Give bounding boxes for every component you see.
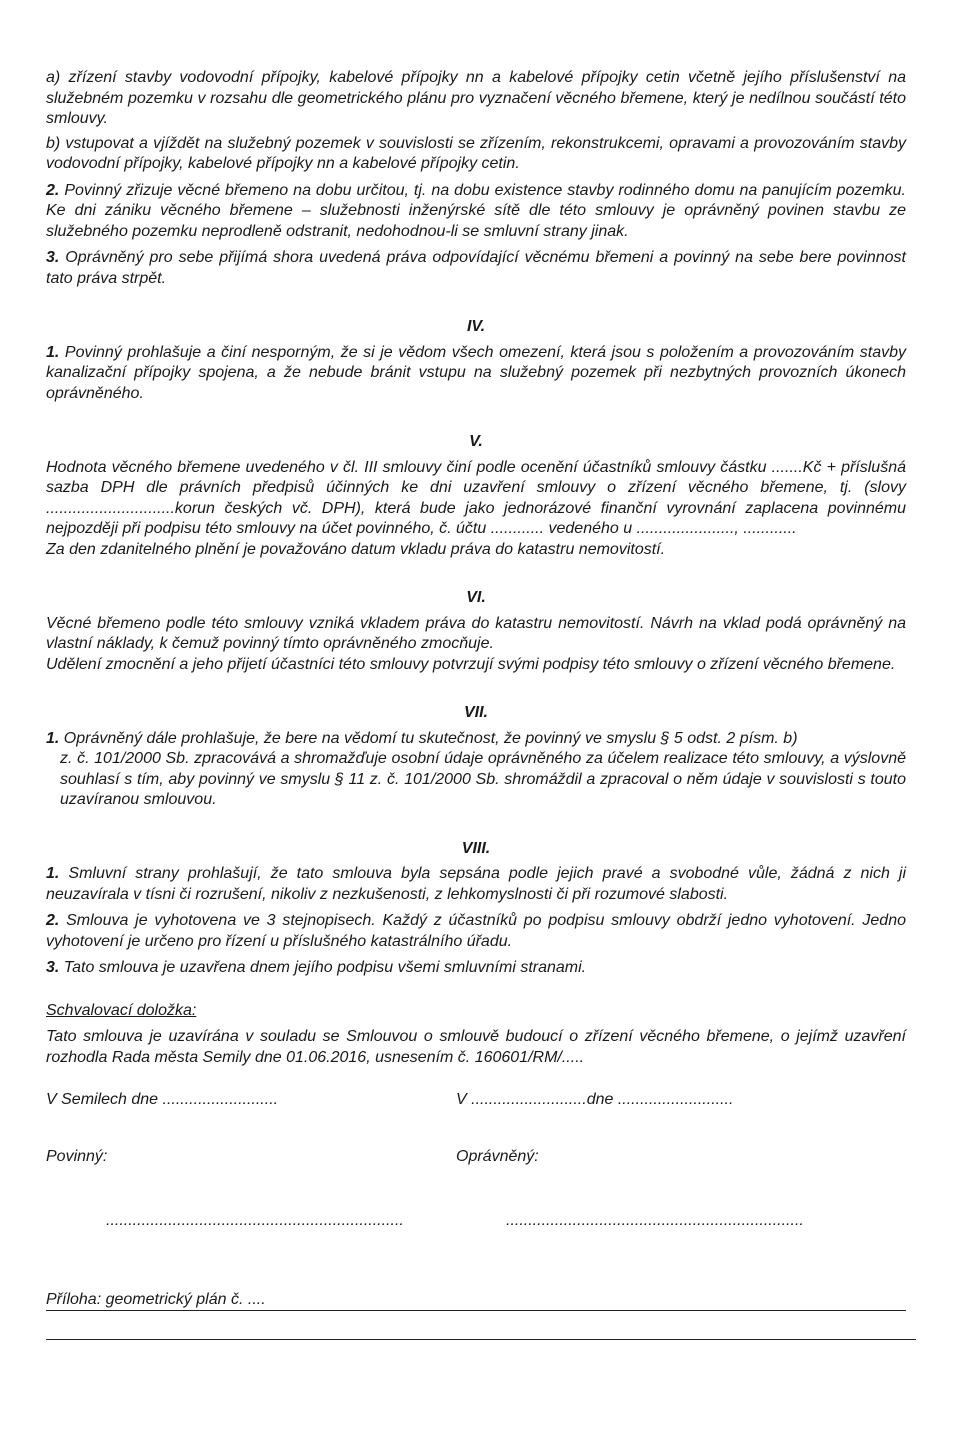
clause-text: Smluvní strany prohlašují, že tato smlouva byla sepsána podle jejich pravé a svobodné vůle, žádná z nich ji neuzavírala v tísni či rozrušení, nikoliv z nezkušenosti, z lehkomyslnosti či při rozumové slabosti. [46,865,906,903]
clause-number: 3. [46,249,60,266]
clause-number: 2. [46,912,60,929]
signature-lines-row [46,1211,906,1232]
clause-text: Tato smlouva je uzavřena dnem jejího podpisu všemi smluvními stranami. [63,959,587,976]
clause-text: Povinný prohlašuje a činí nesporným, že si je vědom všech omezení, která jsou s položením a provozováním stavby kanalizační přípojky spojena, a že nebude bránit vstupu na služebný pozemek při nezbytných provozních úkonech oprávněného. [46,343,907,402]
clause-text: Oprávněný pro sebe přijímá shora uvedená práva odpovídající věcnému břemeni a povinný na sebe bere povinnost tato práva strpět. [46,249,906,287]
clause-number: 1. [46,343,60,361]
section-heading-viii: VIII. [461,839,491,857]
place-left: V Semilech dne .......................... [46,1091,279,1108]
section-viii-clause-3 [46,958,906,979]
section-vi-paragraph-2: Udělení zmocnění a jeho přijetí účastníci této smlouvy potvrzují svými podpisy této smlouvy o zřízení věcného břemene. [46,655,896,673]
section-v-value-paragraph: Hodnota věcného břemene uvedeného v čl. III smlouvy činí podle ocenění účastníků smlouvy částku .......Kč + příslušná sazba DPH dle právních předpisů účinných ke dni uzavření smlouvy o zřízení věcného břemene, tj. (slovy .............................korun českých vč. DPH), která bude jako jednorázové finanční vyrovnání zaplacena povinnému nejpozději při podpisu této smlouvy na účet povinného, č. účtu ............ vedeného u ......................, ............ [46,458,906,537]
section-vii-clause-1 [46,729,906,750]
section-iv-clause-1 [46,343,906,405]
clause-a: a) zřízení stavby vodovodní přípojky, kabelové přípojky nn a kabelové přípojky cetin včetně jejího příslušenství na služebném pozemku v rozsahu dle geometrického plánu pro vyznačení věcného břemene, který je nedílnou součástí této smlouvy. [46,69,906,127]
signer-label-opravneny: Oprávněný: [456,1147,539,1165]
section-heading-vii: VII. [463,704,488,721]
clause-number: 1. [46,865,60,882]
annex-line: Příloha: geometrický plán č. .... [46,1290,906,1312]
section-viii-clause-2 [46,911,906,952]
section-vi-paragraph-1: Věcné břemeno podle této smlouvy vzniká vkladem práva do katastru nemovitostí. Návrh na vklad podá oprávněný na vlastní náklady, k čemuž povinný tímto oprávněného zmocňuje. [46,614,906,652]
clause-number: 3. [46,959,60,976]
section-heading-vi: VI. [466,589,486,606]
approval-title: Schvalovací doložka: [46,1001,197,1019]
signature-line-left: ................................................................... [106,1212,404,1229]
clause-b: b) vstupovat a vjíždět na služebný pozemek v souvislosti se zřízením, rekonstrukcemi, opravami a provozováním stavby vodovodní přípojky, kabelové přípojky nn a kabelové přípojky cetin. [46,134,906,172]
clause-2 [46,181,906,243]
clause-text: Smlouva je vyhotovena ve 3 stejnopisech. Každý z účastníků po podpisu smlouvy obdrží jedno vyhotovení. Jedno vyhotovení je určeno pro řízení u příslušného katastrálního úřadu. [46,912,906,950]
bottom-rule [46,1339,916,1340]
section-v-taxable-paragraph: Za den zdanitelného plnění je považováno datum vkladu práva do katastru nemovitostí. [46,540,666,558]
place-right: V ..........................dne .......................... [456,1091,734,1108]
section-vii-clause-1-continued: z. č. 101/2000 Sb. zpracovává a shromažďuje osobní údaje oprávněného za účelem realizace této smlouvy, a výslovně souhlasí s tím, aby povinný ve smyslu § 11 z. č. 101/2000 Sb. shromáždil a zpracoval o něm údaje v souvislosti s touto uzavíranou smlouvou. [60,750,906,808]
clause-number: 1. [46,729,60,747]
signature-place-row [46,1090,906,1111]
signature-label-row [46,1147,906,1168]
clause-text: Oprávněný dále prohlašuje, že bere na vědomí tu skutečnost, že povinný ve smyslu § 5 odst. 2 písm. b) [63,729,798,747]
clause-3 [46,248,906,289]
section-viii-clause-1 [46,864,906,905]
clause-number: 2. [46,181,60,199]
signer-label-povinny: Povinný: [46,1147,108,1165]
signature-line-right: ................................................................... [506,1212,804,1229]
section-heading-iv: IV. [466,318,486,335]
section-heading-v: V. [469,433,483,450]
approval-text: Tato smlouva je uzavírána v souladu se Smlouvou o smlouvě budoucí o zřízení věcného břemene, o jejímž uzavření rozhodla Rada města Semily dne 01.06.2016, usnesením č. 160601/RM/..... [46,1028,906,1066]
clause-text: Povinný zřizuje věcné břemeno na dobu určitou, tj. na dobu existence stavby rodinného domu na panujícím pozemku. Ke dni zániku věcného břemene – služebnosti inženýrské sítě dle této smlouvy je oprávněný povinen stavbu ze služebného pozemku neprodleně odstranit, nedohodnou-li se smluvní strany jinak. [46,181,906,240]
